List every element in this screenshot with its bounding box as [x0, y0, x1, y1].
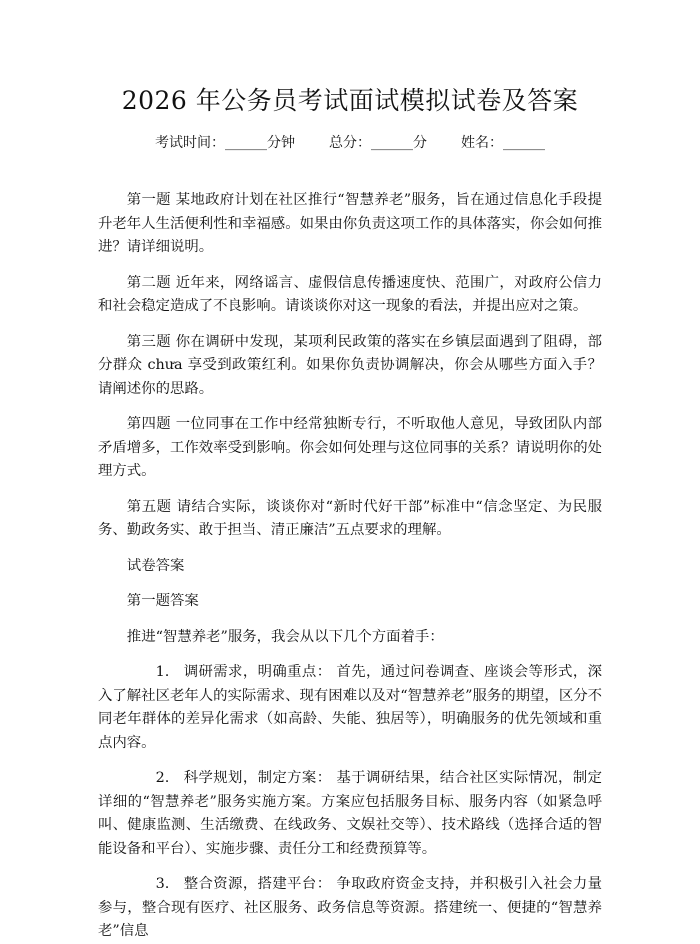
question-5 — [98, 496, 602, 543]
question-3 — [98, 331, 602, 402]
answer-1-heading: 第一题答案 — [126, 593, 199, 609]
total-score-label: 总分：______分 — [329, 135, 427, 151]
name-label: 姓名：______ — [461, 135, 545, 151]
page-title: 2026 年公务员考试面试模拟试卷及答案 — [121, 86, 579, 115]
question-label: 第四题 — [126, 416, 171, 432]
item-number: 3. — [155, 876, 170, 892]
question-text: 近年来，网络谣言、虚假信息传播速度快、范围广，对政府公信力和社会稳定造成了不良影响。请谈谈你对这一现象的看法，并提出应对之策。 — [98, 274, 602, 314]
question-label: 第三题 — [126, 333, 171, 350]
item-number: 2. — [155, 770, 170, 786]
item-text: 科学规划，制定方案： 基于调研结果，结合社区实际情况，制定详细的“智慧养老”服务实施方案。方案应包括服务目标、服务内容（如紧急呼叫、健康监测、生活缴费、在线政务、文娱社交等）、技术路线（选择合适的智能设备和平台）、实施步骤、责任分工和经费预算等。 — [98, 770, 602, 857]
question-text: 请结合实际，谈谈你对“新时代好干部”标准中“信念坚定、为民服务、勤政务实、敢于担当、清正廉洁”五点要求的理解。 — [98, 498, 602, 538]
exam-meta-line — [98, 133, 602, 153]
question-label: 第二题 — [126, 274, 171, 291]
item-text: 整合资源，搭建平台： 争取政府资金支持，并积极引入社会力量参与，整合现有医疗、社区服务、政务信息等资源。搭建统一、便捷的“智慧养老”信息 — [98, 876, 602, 939]
answer-1-item-2 — [98, 767, 602, 861]
question-text: 你在调研中发现，某项利民政策的落实在乡镇层面遇到了阻碍，部分群众 chưa 享受到政策红利。如果你负责协调解决，你会从哪些方面入手？请阐述你的思路。 — [98, 333, 602, 397]
question-text: 某地政府计划在社区推行“智慧养老”服务，旨在通过信息化手段提升老年人生活便利性和幸福感。如果由你负责这项工作的具体落实，你会如何推进？请详细说明。 — [98, 192, 602, 255]
answer-1-item-1 — [98, 661, 602, 755]
item-text: 调研需求，明确重点： 首先，通过问卷调查、座谈会等形式，深入了解社区老年人的实际需求、现有困难以及对“智慧养老”服务的期望，区分不同老年群体的差异化需求（如高龄、失能、独居等），明确服务的优先领域和重点内容。 — [98, 664, 602, 751]
exam-time-label: 考试时间：______分钟 — [155, 135, 295, 151]
question-2 — [98, 272, 602, 319]
answers-heading: 试卷答案 — [126, 557, 185, 574]
question-label: 第一题 — [126, 192, 171, 208]
item-number: 1. — [155, 664, 170, 680]
question-text: 一位同事在工作中经常独断专行，不听取他人意见，导致团队内部矛盾增多，工作效率受到影响。你会如何处理与这位同事的关系？请说明你的处理方式。 — [98, 416, 602, 479]
document-body — [98, 189, 602, 944]
answer-1-item-3 — [98, 873, 602, 944]
question-label: 第五题 — [126, 498, 172, 515]
answer-1-intro: 推进“智慧养老”服务，我会从以下几个方面着手： — [126, 628, 444, 645]
question-4 — [98, 413, 602, 484]
question-1 — [98, 189, 602, 260]
